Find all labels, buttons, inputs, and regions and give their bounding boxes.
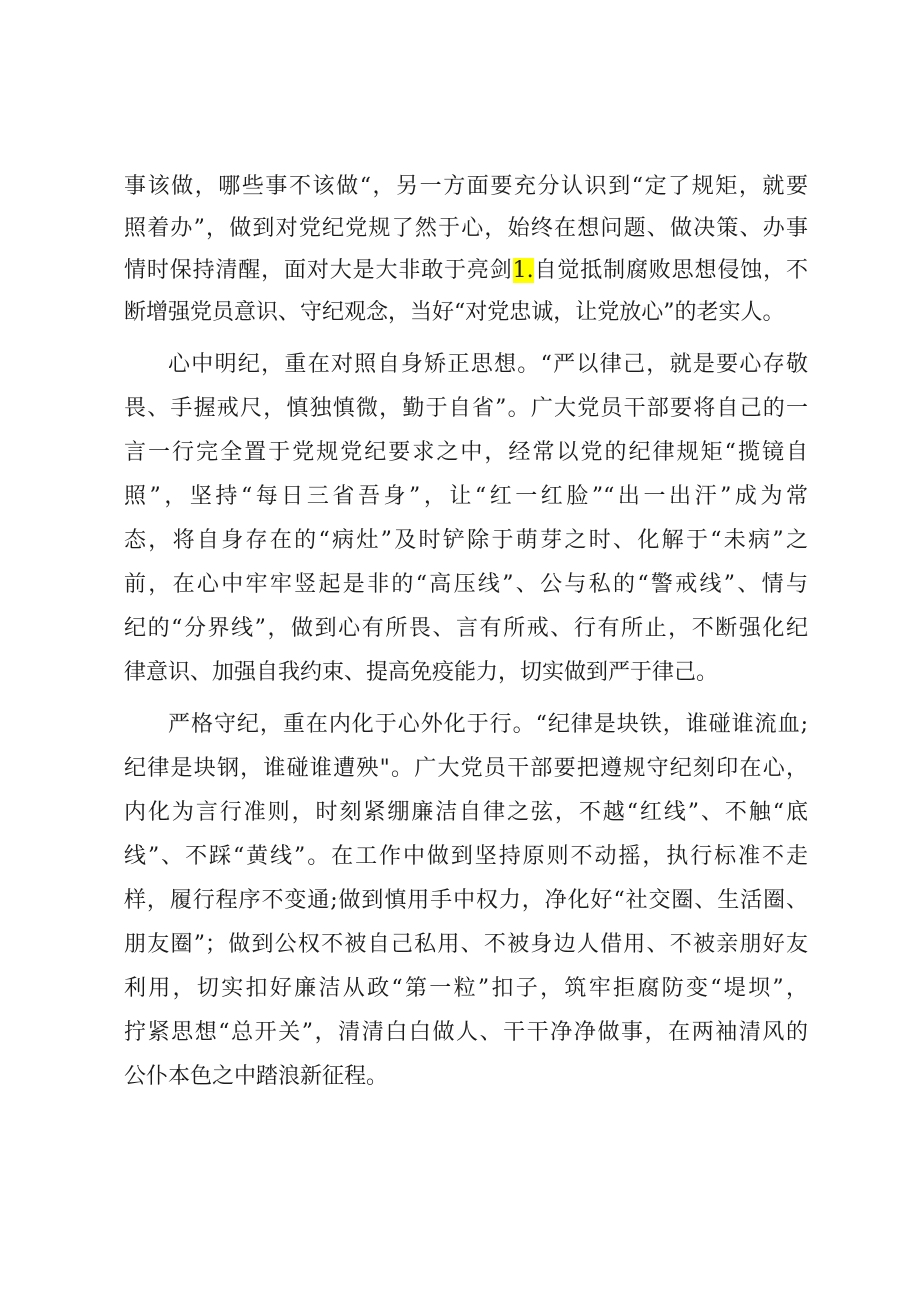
paragraph-3-line-7: 利用，切实扣好廉洁从政“第一粒”扣子，筑牢拒腐防变“堤坝”， [124, 976, 808, 1001]
paragraph-3-line-4: 线”、不踩“黄线”。在工作中做到坚持原则不动摇，执行标准不走 [124, 844, 808, 869]
paragraph-3-line-5: 样，履行程序不变通;做到慎用手中权力，净化好“社交圈、生活圈、 [124, 888, 808, 913]
paragraph-2-line-3: 言一行完全置于党规党纪要求之中，经常以党的纪律规矩“揽镜自 [124, 440, 808, 465]
paragraph-3-line-8: 拧紧思想“总开关”，清清白白做人、干干净净做事，在两袖清风的 [124, 1020, 808, 1045]
paragraph-2-line-6: 前，在心中牢牢竖起是非的“高压线”、公与私的“警戒线”、情与 [124, 572, 808, 597]
paragraph-2-line-8: 律意识、加强自我约束、提高免疫能力，切实做到严于律己。 [124, 660, 719, 685]
paragraph-2-line-1: 心中明纪，重在对照自身矫正思想。“严以律己，就是要心存敬 [168, 352, 808, 377]
paragraph-3-line-1: 严格守纪，重在内化于心外化于行。“纪律是块铁，谁碰谁流血; [168, 712, 808, 737]
paragraph-1-line-3 [124, 251, 808, 291]
paragraph-3-line-2: 纪律是块钢，谁碰谁遭殃"。广大党员干部要把遵规守纪刻印在心， [124, 756, 808, 781]
paragraph-2-line-7: 纪的“分界线”，做到心有所畏、言有所戒、行有所止，不断强化纪 [124, 616, 808, 641]
paragraph-1-line-1: 事该做，哪些事不该做“，另一方面要充分认识到“定了规矩，就要 [124, 174, 808, 199]
paragraph-1-line-2: 照着办”，做到对党纪党规了然于心，始终在想问题、做决策、办事 [124, 216, 808, 241]
highlighted-list-marker: 1. [512, 258, 534, 283]
paragraph-2-line-4: 照”，坚持“每日三省吾身”，让“红一红脸”“出一出汗”成为常 [124, 484, 808, 509]
paragraph-1-line-3-tail: 自觉抵制腐败思想侵蚀，不 [533, 258, 808, 283]
paragraph-1-line-3-head: 情时保持清醒，面对大是大非敢于亮剑 [124, 258, 513, 283]
paragraph-1-line-4: 断增强党员意识、守纪观念，当好“对党忠诚，让党放心”的老实人。 [124, 300, 785, 325]
paragraph-3-line-9: 公仆本色之中踏浪新征程。 [124, 1064, 389, 1089]
paragraph-2-line-2: 畏、手握戒尺，慎独慎微，勤于自省”。广大党员干部要将自己的一 [124, 396, 808, 421]
paragraph-3-line-6: 朋友圈”；做到公权不被自己私用、不被身边人借用、不被亲朋好友 [124, 932, 808, 957]
paragraph-2-line-5: 态，将自身存在的“病灶”及时铲除于萌芽之时、化解于“未病”之 [124, 528, 808, 553]
paragraph-3-line-3: 内化为言行准则，时刻紧绷廉洁自律之弦，不越“红线”、不触“底 [124, 800, 808, 825]
